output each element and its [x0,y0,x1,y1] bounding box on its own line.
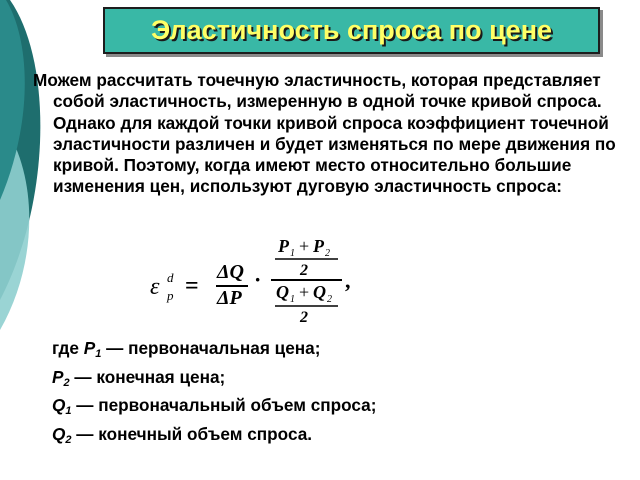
definition-row: $Q_1$ — первоначальный объем спроса; [52,395,377,417]
formula-p2-sub: 2 [325,248,330,259]
body-paragraph: Можем рассчитать точечную эластичность, которая представляет собой эластичность, измеренную в одной точке кривой спроса. Однако для каждой точки кривой спроса коэффициент точечной эластичности различен и будет изменяться по мере движения по кривой. Поэтому, когда имеют место относительно большие изменения цен, используют дуговую эластичность спроса: [33,70,616,197]
formula-epsilon: ε [150,274,160,300]
formula-q2: Q [313,282,326,302]
formula-two-a: 2 [300,262,308,279]
formula-delta-q: ΔQ [217,261,244,283]
title-banner [103,7,600,54]
formula-plus-1: + [299,236,310,256]
formula-delta-p: ΔP [217,287,242,309]
variable-definitions [52,337,572,451]
page-title: Эластичность спроса по цене [150,15,553,45]
formula-dot: · [254,267,262,292]
formula-p1-sub: 1 [290,248,295,259]
definition-row: $Q_2$ — конечный объем спроса. [52,423,313,446]
formula-two-b: 2 [300,309,308,326]
formula-epsilon-sup: d [167,270,174,285]
definition-row: $P_2$ — конечная цена; [52,366,226,389]
definition-row: где $P_1$ — первоначальная цена; [52,338,321,360]
arc-elasticity-formula [140,232,400,332]
formula-p1: P [278,236,289,256]
formula-q1: Q [276,282,289,302]
formula-p2: P [313,236,324,256]
formula-comma: , [345,268,351,293]
formula-plus-2: + [299,282,310,302]
formula-epsilon-sub: p [167,288,174,303]
formula-equals: = [185,273,199,299]
formula-q1-sub: 1 [290,294,295,305]
formula-q2-sub: 2 [327,294,332,305]
